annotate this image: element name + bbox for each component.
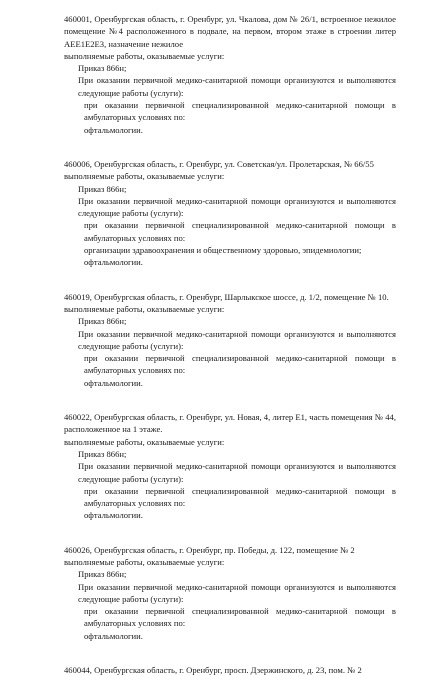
- organized-paragraph: При оказании первичной медико-санитарной помощи организуются и выполняются следующие работы (услуги):: [78, 75, 396, 98]
- address-block-4: [64, 411, 396, 522]
- address-line: 460022, Оренбургская область, г. Оренбург, ул. Новая, 4, литер Е1, часть помещения № 44, расположенное на 1 этаже.: [64, 412, 396, 435]
- specialized-paragraph: при оказании первичной специализированной медико-санитарной помощи в амбулаторных условиях по:: [84, 100, 396, 123]
- address-line: 460026, Оренбургская область, г. Оренбург, пр. Победы, д. 122, помещение № 2: [64, 544, 355, 555]
- service-item: организации здравоохранения и общественному здоровью, эпидемиологии;: [84, 245, 362, 256]
- service-item: офтальмологии.: [84, 124, 143, 135]
- address-block-2: [64, 158, 396, 269]
- address-block-1: [64, 13, 396, 136]
- organized-paragraph: При оказании первичной медико-санитарной помощи организуются и выполняются следующие работы (услуги):: [78, 461, 396, 484]
- service-item: офтальмологии.: [84, 377, 143, 388]
- address-line: 460001, Оренбургская область, г. Оренбург, ул. Чкалова, дом № 26/1, встроенное нежилое помещение №4 расположенного в подвале, на первом, втором этаже в строении литер АЕЕ1Е2Е3, назначение нежилое: [64, 14, 396, 49]
- works-heading: выполняемые работы, оказываемые услуги:: [64, 303, 225, 314]
- order-line: Приказ 866н;: [78, 63, 127, 74]
- specialized-paragraph: при оказании первичной специализированной медико-санитарной помощи в амбулаторных условиях по:: [84, 220, 396, 243]
- order-line: Приказ 866н;: [78, 183, 127, 194]
- organized-paragraph: При оказании первичной медико-санитарной помощи организуются и выполняются следующие работы (услуги):: [78, 195, 396, 219]
- address-line: 460019, Оренбургская область, г. Оренбург, Шарлыкское шоссе, д. 1/2, помещение № 10.: [64, 291, 389, 302]
- works-heading: выполняемые работы, оказываемые услуги:: [64, 556, 225, 567]
- specialized-paragraph: при оказании первичной специализированной медико-санитарной помощи в амбулаторных условиях по:: [84, 485, 396, 509]
- organized-paragraph: При оказании первичной медико-санитарной помощи организуются и выполняются следующие работы (услуги):: [78, 328, 396, 351]
- works-heading: выполняемые работы, оказываемые услуги:: [64, 171, 225, 182]
- order-line: Приказ 866н;: [78, 448, 127, 459]
- organized-paragraph: При оказании первичной медико-санитарной помощи организуются и выполняются следующие работы (услуги):: [78, 581, 396, 604]
- order-line: Приказ 866н;: [78, 569, 127, 580]
- address-line: 460006, Оренбургская область, г. Оренбург, ул. Советская/ул. Пролетарская, № 66/55: [64, 158, 374, 169]
- address-block-3: [64, 291, 396, 389]
- service-item: офтальмологии.: [84, 510, 143, 521]
- service-item: офтальмологии.: [84, 630, 143, 641]
- service-item: офтальмологии.: [84, 257, 143, 268]
- specialized-paragraph: при оказании первичной специализированной медико-санитарной помощи в амбулаторных условиях по:: [84, 606, 396, 629]
- specialized-paragraph: при оказании первичной специализированной медико-санитарной помощи в амбулаторных условиях по:: [84, 353, 396, 376]
- address-block-6: [64, 664, 396, 676]
- works-heading: выполняемые работы, оказываемые услуги:: [64, 436, 225, 447]
- order-line: Приказ 866н;: [78, 316, 127, 327]
- address-block-5: [64, 544, 396, 642]
- works-heading: выполняемые работы, оказываемые услуги:: [64, 50, 225, 61]
- address-line: 460044, Оренбургская область, г. Оренбург, просп. Дзержинского, д. 23, пом. № 2: [64, 665, 362, 676]
